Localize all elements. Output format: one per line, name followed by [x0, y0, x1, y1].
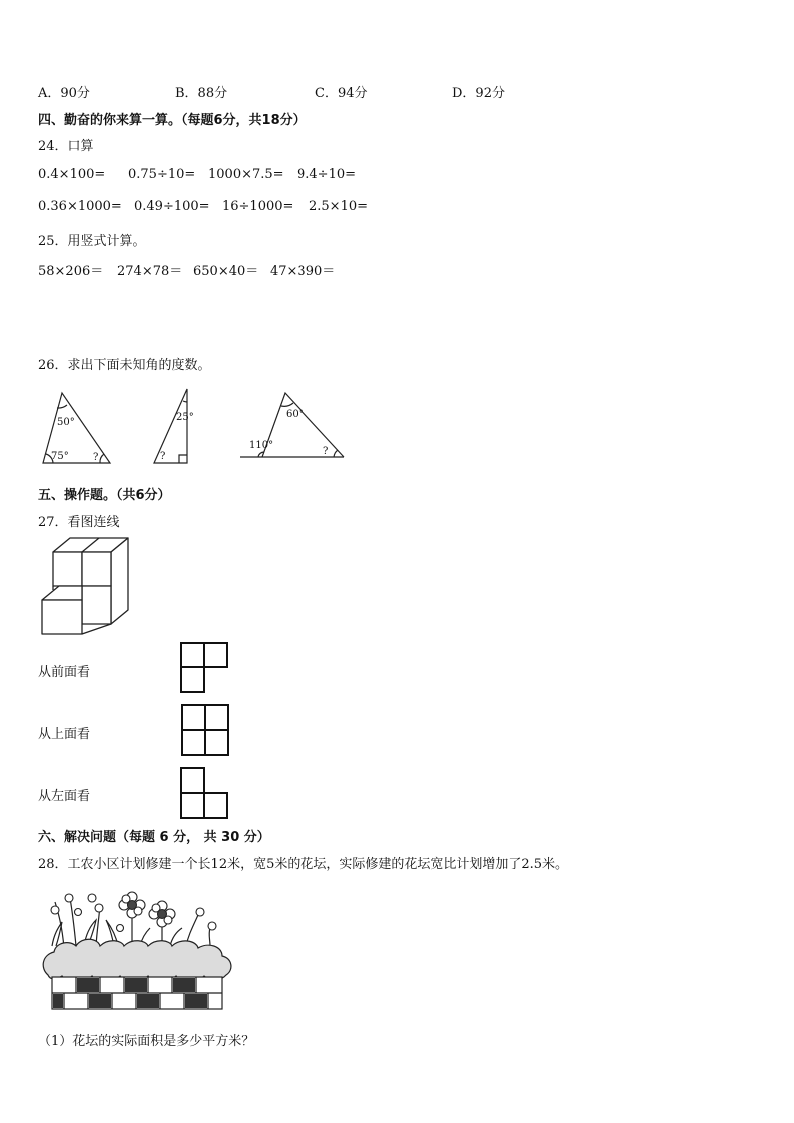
q24-item: 0.49÷100= — [134, 199, 210, 214]
q24-item: 0.36×1000= — [38, 199, 122, 214]
section5-heading: 五、操作题。（共6分） — [38, 488, 171, 503]
section4-heading: 四、勤奋的你来算一算。（每题6分，共18分） — [38, 113, 306, 128]
view-left-label: 从左面看 — [38, 789, 91, 804]
option-c: C．94分 — [315, 86, 368, 101]
small-flower — [117, 925, 124, 932]
q25-item: 274×78＝ — [117, 264, 183, 279]
dark-brick — [137, 994, 159, 1008]
q24-item: 0.4×100= — [38, 167, 106, 182]
small-flower — [88, 894, 96, 902]
q28-text: 28．工农小区计划修建一个长12米，宽5米的花坛，实际修建的花坛宽比计划增加了2.5米。 — [38, 857, 569, 872]
small-flower — [208, 922, 216, 930]
bush — [43, 939, 231, 981]
q24-item: 2.5×10= — [309, 199, 369, 214]
small-flower — [75, 909, 82, 916]
option-a: A．90分 — [38, 86, 90, 101]
view-top-label: 从上面看 — [38, 727, 91, 742]
tri2-unknown-label: ? — [160, 451, 166, 462]
q24-title: 24．口算 — [38, 139, 94, 154]
option-b: B．88分 — [175, 86, 228, 101]
small-flower — [95, 904, 103, 912]
q25-item: 58×206＝ — [38, 264, 104, 279]
q24-item: 16÷1000= — [222, 199, 294, 214]
tri1-unknown-label: ? — [93, 452, 99, 463]
big-flower — [119, 892, 145, 918]
big-flower — [149, 901, 175, 927]
dark-brick — [53, 994, 63, 1008]
view-front-label: 从前面看 — [38, 665, 91, 680]
small-flower — [51, 906, 59, 914]
dark-brick — [185, 994, 207, 1008]
small-flower — [65, 894, 73, 902]
option-d: D．92分 — [452, 86, 505, 101]
dark-brick — [173, 978, 195, 992]
dark-brick — [89, 994, 111, 1008]
q28-sub1: （1）花坛的实际面积是多少平方米？ — [38, 1034, 255, 1049]
q27-title: 27．看图连线 — [38, 515, 120, 530]
tri2-top-label: 25° — [176, 412, 194, 423]
q24-item: 1000×7.5= — [208, 167, 284, 182]
tri3-top-label: 60° — [286, 409, 304, 420]
tri3-unknown-label: ? — [323, 446, 329, 457]
q24-item: 0.75÷10= — [128, 167, 196, 182]
q25-item: 47×390＝ — [270, 264, 336, 279]
stem — [70, 898, 76, 946]
stem — [209, 928, 210, 946]
q26-title: 26．求出下面未知角的度数。 — [38, 358, 211, 373]
small-flower — [196, 908, 204, 916]
q25-title: 25．用竖式计算。 — [38, 234, 146, 249]
q25-item: 650×40＝ — [193, 264, 259, 279]
tri3-exterior-label: 110° — [249, 440, 274, 451]
section6-heading: 六、解决问题（每题 6 分， 共 30 分） — [38, 830, 270, 845]
dark-brick — [125, 978, 147, 992]
tri1-left-label: 75° — [51, 451, 69, 462]
tri1-top-label: 50° — [57, 417, 75, 428]
dark-brick — [77, 978, 99, 992]
q24-item: 9.4÷10= — [297, 167, 357, 182]
